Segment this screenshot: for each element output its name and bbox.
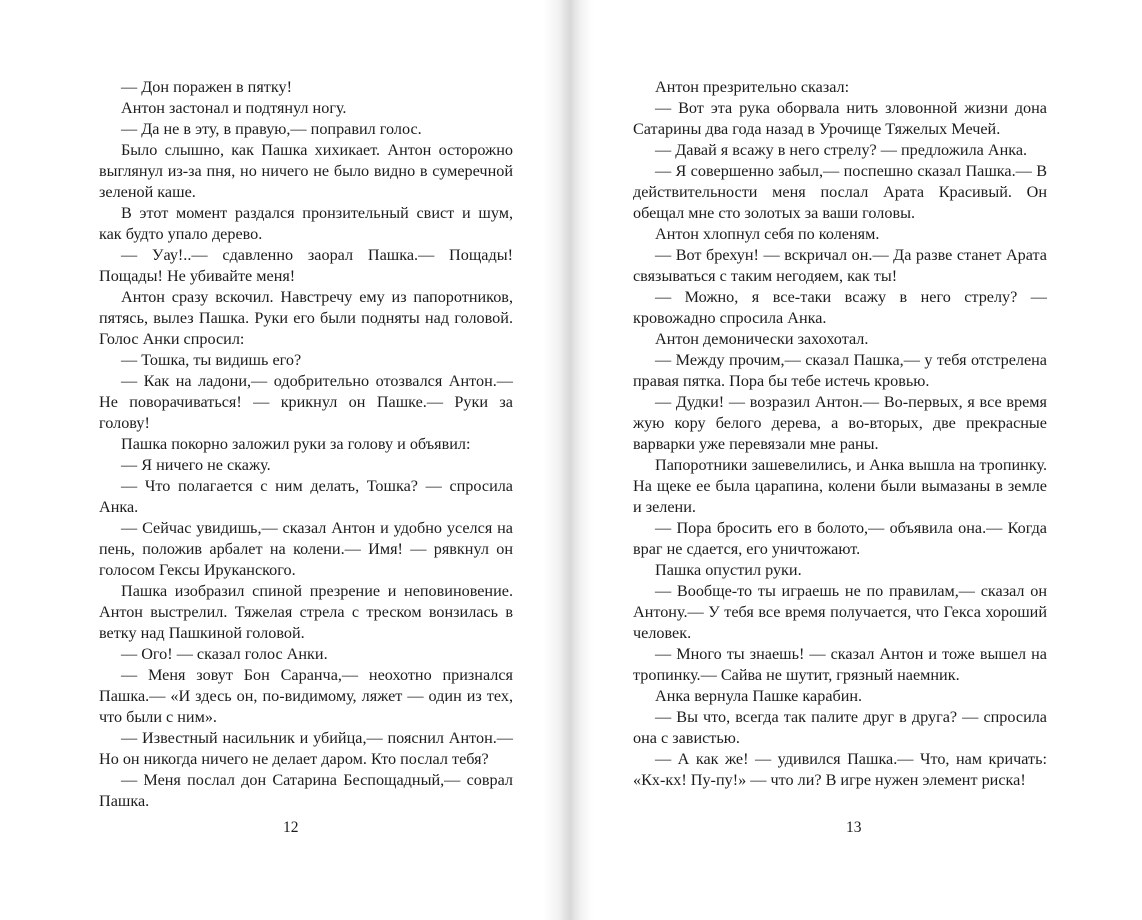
paragraph: — Давай я всажу в него стрелу? — предложила Анка.	[655, 141, 1028, 159]
paragraph: — Между прочим,— сказал Пашка,— у тебя отстрелена правая пятка. Пора бы тебе истечь кровью.	[633, 351, 1047, 390]
paragraph: Антон застонал и подтянул ногу.	[121, 99, 347, 117]
paragraph: — Дудки! — возразил Антон.— Во-первых, я все время жую кору белого дерева, а во-вторых, две прекрасные варварки уже перевязали мне раны.	[633, 393, 1047, 453]
paragraph: Папоротники зашевелились, и Анка вышла на тропинку. На щеке ее была царапина, колени были вымазаны в земле и зелени.	[633, 456, 1047, 516]
paragraph: — Вообще-то ты играешь не по правилам,— сказал он Антону.— У тебя все время получается, что Гекса хороший человек.	[633, 582, 1047, 642]
right-page-text	[633, 77, 1047, 791]
paragraph: — Известный насильник и убийца,— пояснил Антон.— Но он никогда ничего не делает даром. Кто послал тебя?	[99, 729, 513, 768]
paragraph: — Можно, я все-таки всажу в него стрелу? — кровожадно спросила Анка.	[633, 288, 1047, 327]
paragraph: В этот момент раздался пронзительный свист и шум, как будто упало дерево.	[99, 204, 513, 243]
paragraph: Было слышно, как Пашка хихикает. Антон осторожно выглянул из-за пня, но ничего не было видно в сумеречной зеленой каше.	[99, 141, 513, 201]
paragraph: — Пора бросить его в болото,— объявила она.— Когда враг не сдается, его уничтожают.	[633, 519, 1047, 558]
paragraph: Анка вернула Пашке карабин.	[655, 687, 863, 705]
paragraph: Пашка опустил руки.	[655, 561, 802, 579]
paragraph: Антон сразу вскочил. Навстречу ему из папоротников, пятясь, вылез Пашка. Руки его были подняты над головой. Голос Анки спросил:	[99, 288, 513, 348]
paragraph: — Меня зовут Бон Саранча,— неохотно признался Пашка.— «И здесь он, по-видимому, ляжет — один из тех, что были с ним».	[99, 666, 513, 726]
paragraph: — Уау!..— сдавленно заорал Пашка.— Пощады! Пощады! Не убивайте меня!	[99, 246, 513, 285]
paragraph: — Вы что, всегда так палите друг в друга? — спросила она с завистью.	[633, 708, 1047, 747]
paragraph: — Дон поражен в пятку!	[121, 78, 292, 96]
paragraph: — Меня послал дон Сатарина Беспощадный,— соврал Пашка.	[99, 771, 513, 810]
gutter-shadow	[571, 0, 593, 920]
paragraph: — Я ничего не скажу.	[121, 456, 271, 474]
paragraph: — А как же! — удивился Пашка.— Что, нам кричать: «Кх-кх! Пу-пу!» — что ли? В игре нужен элемент риска!	[633, 750, 1047, 789]
paragraph: — Я совершенно забыл,— поспешно сказал Пашка.— В действительности меня послал Арата Красивый. Он обещал мне сто золотых за ваши головы.	[633, 162, 1047, 222]
paragraph: — Да не в эту, в правую,— поправил голос.	[121, 120, 422, 138]
left-page-text	[99, 77, 513, 812]
page-number: 12	[283, 819, 299, 836]
paragraph: — Что полагается с ним делать, Тошка? — спросила Анка.	[99, 477, 513, 516]
page-number: 13	[846, 819, 862, 836]
gutter-shadow	[543, 0, 571, 920]
paragraph: — Вот брехун! — вскричал он.— Да разве станет Арата связываться с таким негодяем, как ты!	[633, 246, 1047, 285]
paragraph: — Тошка, ты видишь его?	[121, 351, 302, 369]
paragraph: — Ого! — сказал голос Анки.	[121, 645, 328, 663]
paragraph: Пашка изобразил спиной презрение и неповиновение. Антон выстрелил. Тяжелая стрела с треском вонзилась в ветку над Пашкиной головой.	[99, 582, 513, 642]
paragraph: — Вот эта рука оборвала нить зловонной жизни дона Сатарины два года назад в Урочище Тяжелых Мечей.	[633, 99, 1047, 138]
paragraph: Пашка покорно заложил руки за голову и объявил:	[121, 435, 471, 453]
paragraph: — Как на ладони,— одобрительно отозвался Антон.— Не поворачиваться! — крикнул он Пашке.— Руки за голову!	[99, 372, 513, 432]
paragraph: Антон демонически захохотал.	[655, 330, 869, 348]
right-page	[571, 0, 1142, 920]
paragraph: Антон презрительно сказал:	[655, 78, 850, 96]
paragraph: Антон хлопнул себя по коленям.	[655, 225, 880, 243]
paragraph: — Сейчас увидишь,— сказал Антон и удобно уселся на пень, положив арбалет на колени.— Имя! — рявкнул он голосом Гексы Ируканского.	[99, 519, 513, 579]
paragraph: — Много ты знаешь! — сказал Антон и тоже вышел на тропинку.— Сайва не шутит, грязный наемник.	[633, 645, 1047, 684]
